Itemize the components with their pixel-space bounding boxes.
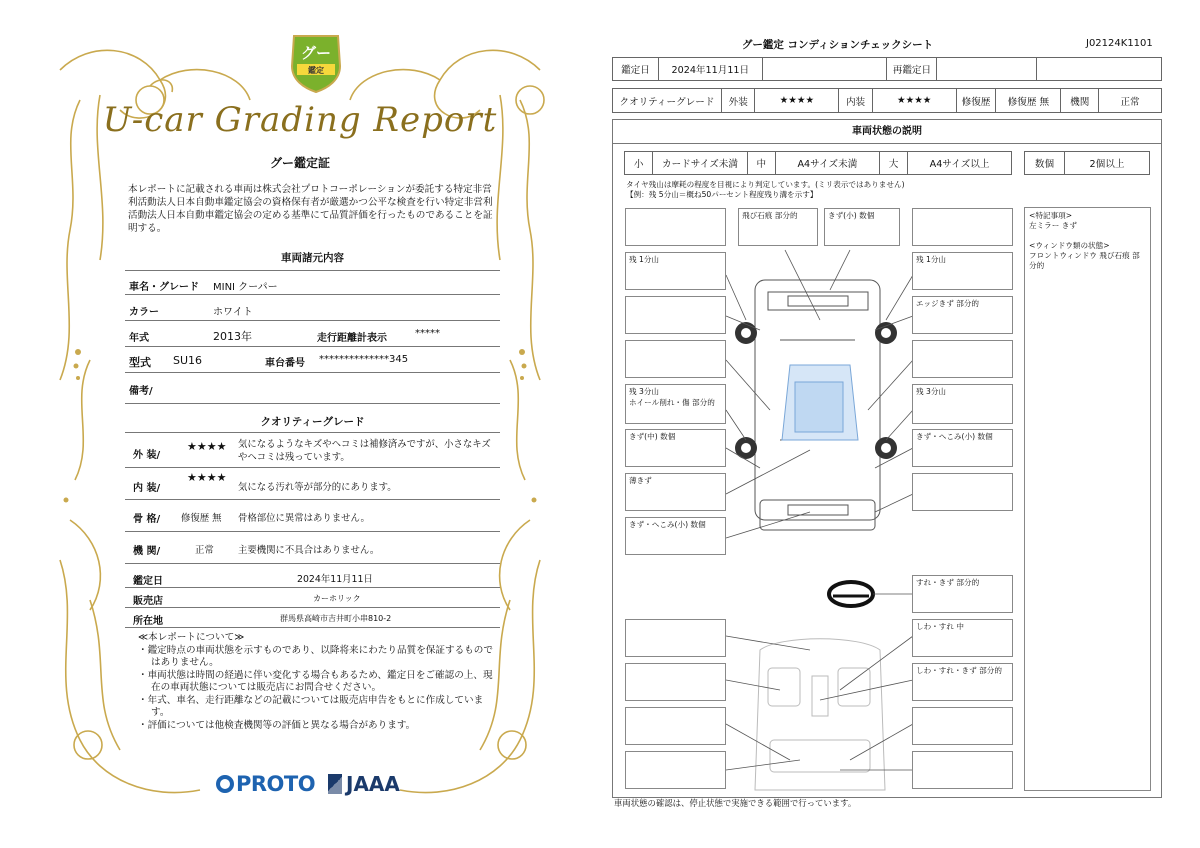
damage-box: すれ・きず 部分的 bbox=[912, 575, 1013, 613]
dealer-address: 群馬県高崎市吉井町小串810-2 bbox=[280, 614, 392, 623]
repair-value: 修復歴 無 bbox=[996, 89, 1061, 113]
note-item: ・評価については他検査機関等の評価と異なる場合があります。 bbox=[138, 719, 416, 731]
exterior-label: 外装 bbox=[721, 89, 755, 113]
damage-box bbox=[625, 340, 726, 378]
jaaa-logo-mark-icon bbox=[328, 774, 342, 794]
report-title: U-car Grading Report bbox=[102, 100, 498, 140]
appraisal-date: 2024年11月11日 bbox=[658, 58, 762, 81]
interior-label: 内装 bbox=[839, 89, 873, 113]
mileage: ***** bbox=[415, 328, 440, 339]
interior-stars: ★★★★ bbox=[872, 89, 956, 113]
grade-row-exterior: 外 装/ ★★★★ 気になるようなキズやヘコミは補修済みですが、小さなキズやヘコミは残っています。 bbox=[125, 432, 500, 468]
damage-box: 残 1分山 bbox=[625, 252, 726, 290]
spec-row-year: 年式 2013年 走行距離計表示 ***** bbox=[125, 322, 500, 347]
damage-box: しわ・すれ 中 bbox=[912, 619, 1013, 657]
info-row-date: 鑑定日 2024年11月11日 bbox=[125, 568, 500, 588]
damage-box: きず(小) 数個 bbox=[824, 208, 900, 246]
svg-text:鑑定: 鑑定 bbox=[308, 66, 324, 75]
note-item: ・鑑定時点の車両状態を示すものであり、以降将来にわたり品質を保証するものではありません。 bbox=[138, 644, 493, 668]
note-item: ・車両状態は時間の経過に伴い変化する場合もあるため、鑑定日をご確認の上、現在の車両状態については販売店にお問合せください。 bbox=[138, 669, 493, 693]
damage-box: 残 3分山 ホイール削れ・傷 部分的 bbox=[625, 384, 726, 424]
damage-box bbox=[912, 751, 1013, 789]
grade-row-engine: 機 関/ 正常 主要機関に不具合はありません。 bbox=[125, 532, 500, 564]
damage-box bbox=[912, 340, 1013, 378]
grade-row-interior: 内 装/ ★★★★ 気になる汚れ等が部分的にあります。 bbox=[125, 468, 500, 500]
condition-heading: 車両状態の説明 bbox=[613, 120, 1161, 144]
appraisal-date: 2024年11月11日 bbox=[297, 574, 373, 585]
frame-comment: 骨格部位に異常はありません。 bbox=[238, 513, 370, 524]
tire-note: タイヤ残山は摩耗の程度を目視により判定しています。(ミリ表示ではありません) 【例：残 5分山＝概ね50パーセント程度残り溝を示す】 bbox=[626, 180, 905, 199]
vehicle-name: MINI クーパー bbox=[213, 282, 278, 293]
damage-box bbox=[912, 208, 1013, 246]
damage-box: きず(中) 数個 bbox=[625, 429, 726, 467]
quality-heading: クオリティーグレード bbox=[260, 416, 365, 428]
quality-label: クオリティーグレード bbox=[613, 89, 722, 113]
notes-title: ≪本レポートについて≫ bbox=[138, 632, 245, 643]
damage-box: 残 1分山 bbox=[912, 252, 1013, 290]
damage-box: エッジきず 部分的 bbox=[912, 296, 1013, 334]
damage-box: きず・へこみ(小) 数個 bbox=[912, 429, 1013, 467]
frame-value: 修復歴 無 bbox=[181, 513, 222, 524]
damage-box bbox=[625, 296, 726, 334]
engine-value: 正常 bbox=[1099, 89, 1162, 113]
damage-box: 薄きず bbox=[625, 473, 726, 511]
damage-box bbox=[625, 663, 726, 701]
damage-box bbox=[912, 473, 1013, 511]
engine-value: 正常 bbox=[195, 545, 214, 556]
damage-box: 残 3分山 bbox=[912, 384, 1013, 424]
report-notes bbox=[138, 632, 498, 732]
interior-comment: 気になる汚れ等が部分的にあります。 bbox=[238, 482, 397, 493]
damage-box bbox=[625, 707, 726, 745]
dealer-name: カーホリック bbox=[313, 594, 361, 603]
condition-check-sheet bbox=[600, 0, 1200, 848]
reappraisal-label: 再鑑定日 bbox=[887, 58, 937, 81]
grade-row-frame: 骨 格/ 修復歴 無 骨格部位に異常はありません。 bbox=[125, 500, 500, 532]
spec-row-model: 型式 SU16 車台番号 **************345 bbox=[125, 348, 500, 373]
damage-box bbox=[625, 619, 726, 657]
spec-row-remarks: 備考/ bbox=[125, 374, 500, 404]
jaaa-logo: JAAA bbox=[328, 772, 400, 796]
sheet-title: グー鑑定 コンディションチェックシート bbox=[741, 39, 934, 51]
vehicle-color: ホワイト bbox=[213, 307, 253, 318]
exterior-stars: ★★★★ bbox=[755, 89, 839, 113]
vehicle-year: 2013年 bbox=[213, 330, 252, 343]
chassis-number: **************345 bbox=[319, 354, 409, 365]
repair-label: 修復歴 bbox=[956, 89, 996, 113]
damage-box: 飛び石痕 部分的 bbox=[738, 208, 818, 246]
damage-box bbox=[625, 208, 726, 246]
size-legend-table: 小 カードサイズ未満 中 A4サイズ未満 大 A4サイズ以上 bbox=[624, 151, 1012, 175]
model-code: SU16 bbox=[173, 354, 203, 367]
interior-stars: ★★★★ bbox=[187, 471, 227, 484]
certificate-title: グー鑑定証 bbox=[269, 156, 330, 170]
special-notes: <特記事項> 左ミラー きず <ウィンドウ類の状態> フロントウィンドウ 飛び石痕 部分的 bbox=[1024, 207, 1151, 791]
exterior-comment: 気になるようなキズやヘコミは補修済みですが、小さなキズやヘコミは残っています。 bbox=[238, 439, 491, 463]
damage-box bbox=[625, 751, 726, 789]
damage-box: きず・へこみ(小) 数個 bbox=[625, 517, 726, 555]
engine-label: 機関 bbox=[1061, 89, 1099, 113]
damage-box: しわ・すれ・きず 部分的 bbox=[912, 663, 1013, 701]
info-row-address: 所在地 群馬県高崎市吉井町小串810-2 bbox=[125, 608, 500, 628]
date-label: 鑑定日 bbox=[613, 58, 659, 81]
spec-row-vehicle: 車名・グレード MINI クーパー bbox=[125, 270, 500, 295]
proto-logo: PROTO bbox=[216, 772, 315, 796]
info-row-dealer: 販売店 カーホリック bbox=[125, 588, 500, 608]
note-item: ・年式、車名、走行距離などの記載については販売店申告をもとに作成しています。 bbox=[138, 694, 484, 718]
count-legend-table: 数個 2個以上 bbox=[1024, 151, 1150, 175]
spec-row-color: カラー ホワイト bbox=[125, 296, 500, 321]
engine-comment: 主要機関に不具合はありません。 bbox=[238, 545, 380, 556]
sheet-code: J02124K1101 bbox=[1086, 38, 1153, 49]
specs-heading: 車両諸元内容 bbox=[281, 252, 344, 264]
sheet-footnote: 車両状態の確認は、停止状態で実施できる範囲で行っています。 bbox=[614, 798, 857, 808]
damage-box bbox=[912, 707, 1013, 745]
goo-appraisal-badge-icon bbox=[288, 32, 344, 94]
svg-text:グー: グー bbox=[300, 44, 332, 62]
exterior-stars: ★★★★ bbox=[187, 440, 227, 453]
certificate-text: 本レポートに記載される車両は株式会社プロトコーポレーションが委託する特定非営利活動法人日本自動車鑑定協会の資格保有者が厳選かつ公平な検査を行い特定非営利活動法人日本自動車鑑定協会の定める基準にて品質評価を行ったものであることを証明する。 bbox=[128, 184, 493, 234]
proto-logo-mark-icon bbox=[216, 775, 234, 793]
